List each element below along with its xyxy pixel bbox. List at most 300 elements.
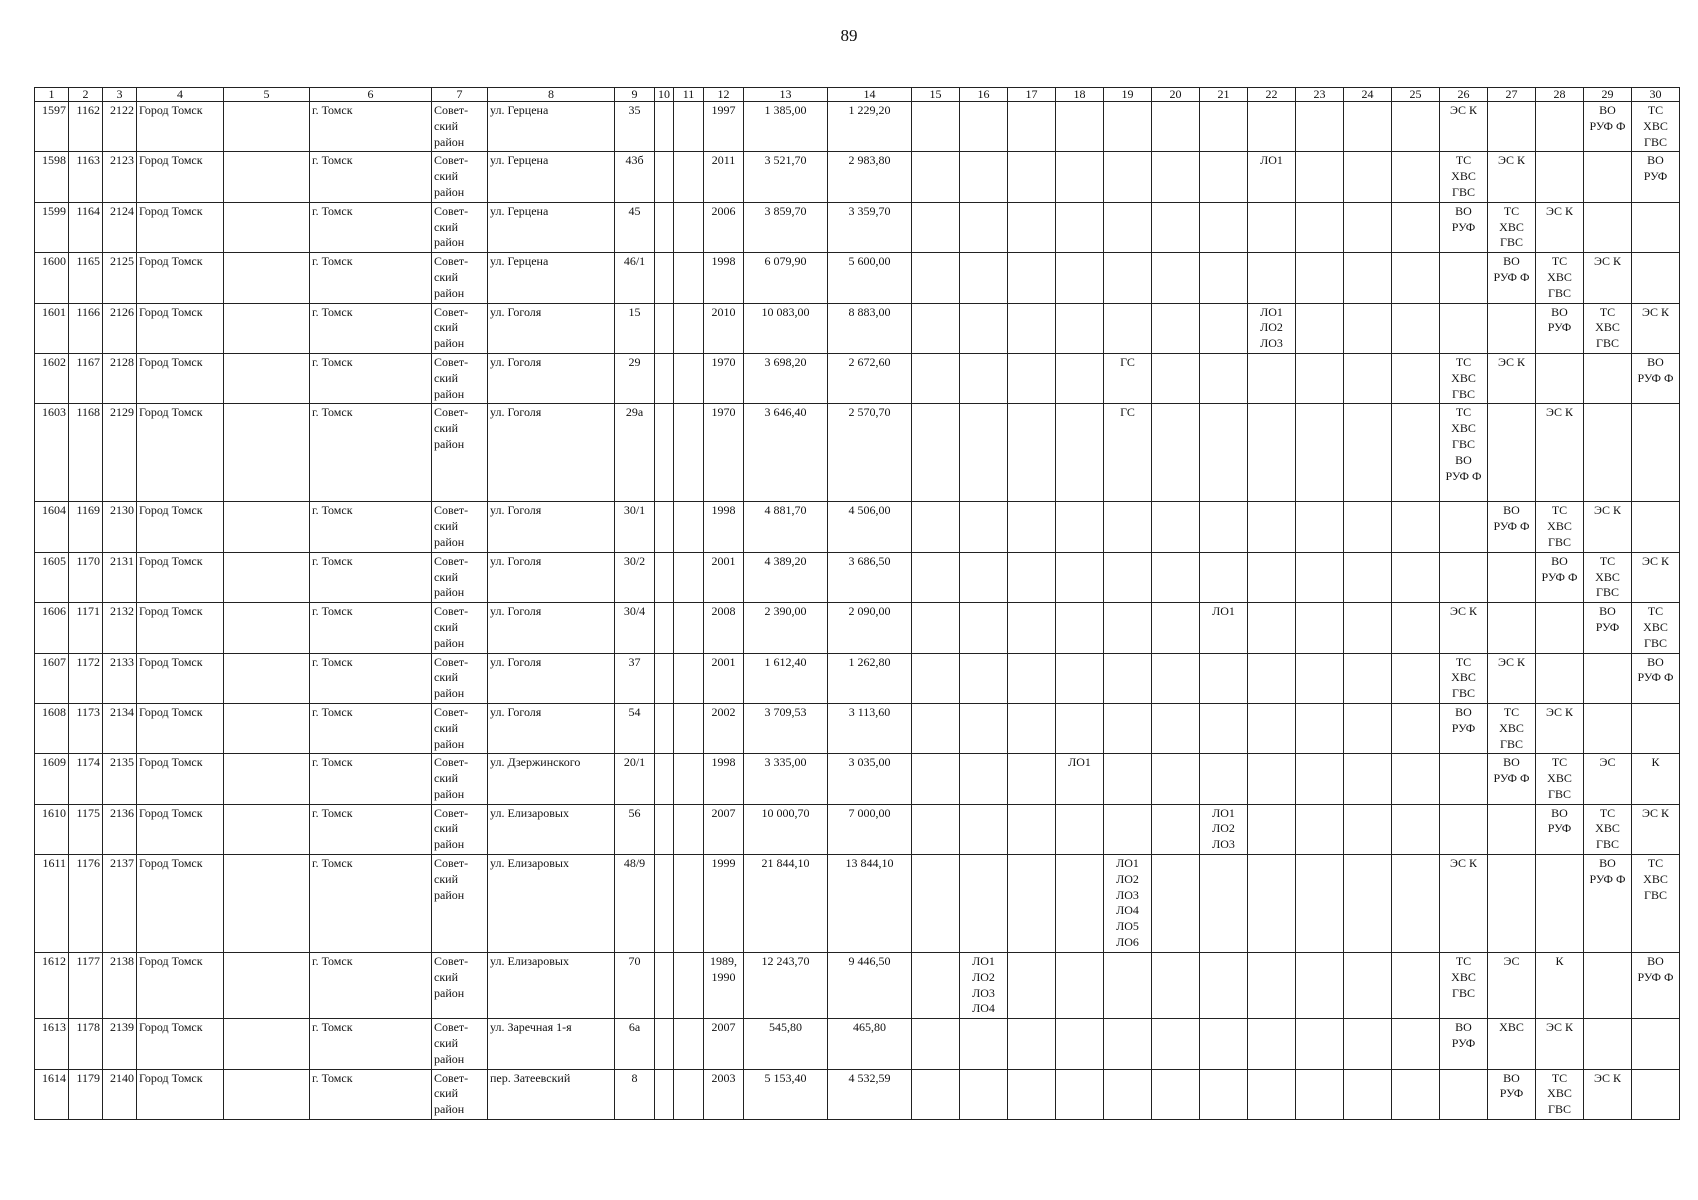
cell-col-22 bbox=[1248, 202, 1296, 252]
cell-col-21 bbox=[1200, 202, 1248, 252]
cell-street: ул. Елизаровых bbox=[488, 953, 615, 1019]
cell-col-28: ТС ХВС ГВС bbox=[1536, 754, 1584, 804]
column-header-22: 22 bbox=[1248, 88, 1296, 102]
cell-col-20 bbox=[1152, 653, 1200, 703]
cell-index-number: 1171 bbox=[69, 603, 103, 653]
cell-col-21 bbox=[1200, 1019, 1248, 1069]
cell-col-28 bbox=[1536, 855, 1584, 953]
cell-total-area: 5 153,40 bbox=[744, 1069, 828, 1119]
cell-living-area: 2 090,00 bbox=[828, 603, 912, 653]
cell-col-28 bbox=[1536, 152, 1584, 202]
cell-object-code: 2123 bbox=[103, 152, 137, 202]
cell-object-code: 2129 bbox=[103, 404, 137, 502]
cell-street: ул. Елизаровых bbox=[488, 855, 615, 953]
cell-settlement-type bbox=[224, 253, 310, 303]
cell-registry-number: 1602 bbox=[35, 353, 69, 403]
cell-municipality: Город Томск bbox=[137, 253, 224, 303]
cell-district: Совет- ский район bbox=[432, 102, 488, 152]
cell-col-18 bbox=[1056, 102, 1104, 152]
cell-col-27: ЭС К bbox=[1488, 152, 1536, 202]
cell-col-22 bbox=[1248, 1069, 1296, 1119]
column-header-13: 13 bbox=[744, 88, 828, 102]
cell-col-27: ВО РУФ Ф bbox=[1488, 253, 1536, 303]
cell-col-16 bbox=[960, 253, 1008, 303]
cell-total-area: 3 335,00 bbox=[744, 754, 828, 804]
cell-col-28: ВО РУФ Ф bbox=[1536, 552, 1584, 602]
cell-col-23 bbox=[1296, 703, 1344, 753]
cell-registry-number: 1608 bbox=[35, 703, 69, 753]
cell-col-11 bbox=[674, 502, 704, 552]
cell-col-19 bbox=[1104, 303, 1152, 353]
cell-registry-number: 1600 bbox=[35, 253, 69, 303]
cell-street: пер. Затеевский bbox=[488, 1069, 615, 1119]
cell-col-10 bbox=[655, 754, 674, 804]
cell-municipality: Город Томск bbox=[137, 855, 224, 953]
cell-col-22 bbox=[1248, 1019, 1296, 1069]
column-header-12: 12 bbox=[704, 88, 744, 102]
cell-object-code: 2139 bbox=[103, 1019, 137, 1069]
cell-col-26: ТС ХВС ГВС bbox=[1440, 653, 1488, 703]
cell-total-area: 3 709,53 bbox=[744, 703, 828, 753]
cell-total-area: 12 243,70 bbox=[744, 953, 828, 1019]
cell-house-number: 30/2 bbox=[615, 552, 655, 602]
cell-col-29 bbox=[1584, 404, 1632, 502]
column-number-header-row bbox=[35, 88, 1680, 102]
cell-col-21 bbox=[1200, 953, 1248, 1019]
cell-settlement-type bbox=[224, 552, 310, 602]
cell-col-29 bbox=[1584, 202, 1632, 252]
cell-col-28: ТС ХВС ГВС bbox=[1536, 253, 1584, 303]
cell-col-25 bbox=[1392, 253, 1440, 303]
cell-house-number: 29 bbox=[615, 353, 655, 403]
cell-col-28: ТС ХВС ГВС bbox=[1536, 1069, 1584, 1119]
cell-col-29: ЭС bbox=[1584, 754, 1632, 804]
cell-street: ул. Гоголя bbox=[488, 552, 615, 602]
cell-col-19 bbox=[1104, 754, 1152, 804]
cell-street: ул. Гоголя bbox=[488, 603, 615, 653]
table-row bbox=[35, 152, 1680, 202]
cell-col-15 bbox=[912, 353, 960, 403]
cell-col-16 bbox=[960, 1069, 1008, 1119]
cell-col-27: ВО РУФ Ф bbox=[1488, 502, 1536, 552]
cell-col-23 bbox=[1296, 855, 1344, 953]
cell-col-17 bbox=[1008, 202, 1056, 252]
cell-col-11 bbox=[674, 102, 704, 152]
cell-col-21 bbox=[1200, 754, 1248, 804]
cell-col-18 bbox=[1056, 1069, 1104, 1119]
cell-col-10 bbox=[655, 603, 674, 653]
cell-settlement: г. Томск bbox=[310, 804, 432, 854]
cell-col-25 bbox=[1392, 404, 1440, 502]
cell-col-22 bbox=[1248, 502, 1296, 552]
cell-col-24 bbox=[1344, 502, 1392, 552]
cell-col-20 bbox=[1152, 1069, 1200, 1119]
cell-municipality: Город Томск bbox=[137, 152, 224, 202]
cell-col-30 bbox=[1632, 253, 1680, 303]
cell-col-22: ЛО1 ЛО2 ЛО3 bbox=[1248, 303, 1296, 353]
cell-col-20 bbox=[1152, 1019, 1200, 1069]
cell-total-area: 4 881,70 bbox=[744, 502, 828, 552]
cell-col-30 bbox=[1632, 1069, 1680, 1119]
cell-col-30 bbox=[1632, 404, 1680, 502]
cell-col-24 bbox=[1344, 303, 1392, 353]
cell-col-24 bbox=[1344, 653, 1392, 703]
cell-settlement: г. Томск bbox=[310, 653, 432, 703]
cell-object-code: 2132 bbox=[103, 603, 137, 653]
cell-col-15 bbox=[912, 855, 960, 953]
table-row bbox=[35, 353, 1680, 403]
cell-col-25 bbox=[1392, 953, 1440, 1019]
cell-total-area: 21 844,10 bbox=[744, 855, 828, 953]
cell-col-26 bbox=[1440, 552, 1488, 602]
cell-col-11 bbox=[674, 1069, 704, 1119]
cell-col-15 bbox=[912, 502, 960, 552]
cell-col-26: ВО РУФ bbox=[1440, 1019, 1488, 1069]
cell-col-19: ГС bbox=[1104, 404, 1152, 502]
cell-col-11 bbox=[674, 1019, 704, 1069]
cell-col-24 bbox=[1344, 1019, 1392, 1069]
cell-living-area: 5 600,00 bbox=[828, 253, 912, 303]
cell-total-area: 3 698,20 bbox=[744, 353, 828, 403]
cell-index-number: 1176 bbox=[69, 855, 103, 953]
cell-settlement-type bbox=[224, 754, 310, 804]
cell-col-26: ЭС К bbox=[1440, 603, 1488, 653]
cell-col-25 bbox=[1392, 202, 1440, 252]
cell-col-10 bbox=[655, 353, 674, 403]
cell-col-10 bbox=[655, 703, 674, 753]
cell-municipality: Город Томск bbox=[137, 353, 224, 403]
cell-col-24 bbox=[1344, 855, 1392, 953]
cell-index-number: 1178 bbox=[69, 1019, 103, 1069]
cell-col-23 bbox=[1296, 102, 1344, 152]
cell-col-18 bbox=[1056, 953, 1104, 1019]
cell-living-area: 2 672,60 bbox=[828, 353, 912, 403]
cell-house-number: 43б bbox=[615, 152, 655, 202]
cell-index-number: 1177 bbox=[69, 953, 103, 1019]
cell-col-22 bbox=[1248, 953, 1296, 1019]
cell-col-10 bbox=[655, 502, 674, 552]
cell-col-19 bbox=[1104, 1019, 1152, 1069]
cell-living-area: 2 570,70 bbox=[828, 404, 912, 502]
column-header-16: 16 bbox=[960, 88, 1008, 102]
cell-col-24 bbox=[1344, 552, 1392, 602]
cell-col-18 bbox=[1056, 253, 1104, 303]
column-header-21: 21 bbox=[1200, 88, 1248, 102]
cell-col-24 bbox=[1344, 353, 1392, 403]
cell-total-area: 2 390,00 bbox=[744, 603, 828, 653]
cell-col-26: ВО РУФ bbox=[1440, 703, 1488, 753]
cell-col-20 bbox=[1152, 202, 1200, 252]
cell-build-year: 1998 bbox=[704, 502, 744, 552]
cell-object-code: 2130 bbox=[103, 502, 137, 552]
cell-house-number: 54 bbox=[615, 703, 655, 753]
cell-street: ул. Гоголя bbox=[488, 353, 615, 403]
cell-col-18 bbox=[1056, 855, 1104, 953]
cell-col-24 bbox=[1344, 703, 1392, 753]
cell-col-21 bbox=[1200, 102, 1248, 152]
cell-col-10 bbox=[655, 404, 674, 502]
table-row bbox=[35, 653, 1680, 703]
column-header-8: 8 bbox=[488, 88, 615, 102]
cell-settlement-type bbox=[224, 353, 310, 403]
cell-object-code: 2138 bbox=[103, 953, 137, 1019]
table-row bbox=[35, 552, 1680, 602]
cell-living-area: 2 983,80 bbox=[828, 152, 912, 202]
cell-col-18 bbox=[1056, 653, 1104, 703]
cell-col-20 bbox=[1152, 353, 1200, 403]
cell-settlement-type bbox=[224, 653, 310, 703]
cell-col-21 bbox=[1200, 502, 1248, 552]
cell-municipality: Город Томск bbox=[137, 804, 224, 854]
cell-living-area: 3 359,70 bbox=[828, 202, 912, 252]
cell-municipality: Город Томск bbox=[137, 1019, 224, 1069]
cell-col-16: ЛО1 ЛО2 ЛО3 ЛО4 bbox=[960, 953, 1008, 1019]
cell-district: Совет- ский район bbox=[432, 653, 488, 703]
cell-col-17 bbox=[1008, 653, 1056, 703]
table-row bbox=[35, 253, 1680, 303]
cell-registry-number: 1597 bbox=[35, 102, 69, 152]
cell-col-19 bbox=[1104, 953, 1152, 1019]
cell-settlement: г. Томск bbox=[310, 1019, 432, 1069]
cell-col-17 bbox=[1008, 603, 1056, 653]
cell-object-code: 2126 bbox=[103, 303, 137, 353]
cell-col-20 bbox=[1152, 703, 1200, 753]
cell-living-area: 3 113,60 bbox=[828, 703, 912, 753]
cell-col-29: ВО РУФ bbox=[1584, 603, 1632, 653]
cell-col-30: ТС ХВС ГВС bbox=[1632, 603, 1680, 653]
cell-col-10 bbox=[655, 253, 674, 303]
column-header-18: 18 bbox=[1056, 88, 1104, 102]
cell-col-28: ВО РУФ bbox=[1536, 804, 1584, 854]
cell-col-23 bbox=[1296, 502, 1344, 552]
cell-living-area: 1 262,80 bbox=[828, 653, 912, 703]
cell-municipality: Город Томск bbox=[137, 703, 224, 753]
cell-col-19 bbox=[1104, 552, 1152, 602]
column-header-1: 1 bbox=[35, 88, 69, 102]
column-header-9: 9 bbox=[615, 88, 655, 102]
cell-col-21 bbox=[1200, 703, 1248, 753]
cell-col-16 bbox=[960, 754, 1008, 804]
cell-registry-number: 1607 bbox=[35, 653, 69, 703]
table-row bbox=[35, 603, 1680, 653]
cell-settlement: г. Томск bbox=[310, 102, 432, 152]
cell-index-number: 1166 bbox=[69, 303, 103, 353]
cell-col-28: ВО РУФ bbox=[1536, 303, 1584, 353]
cell-house-number: 30/4 bbox=[615, 603, 655, 653]
cell-registry-number: 1614 bbox=[35, 1069, 69, 1119]
cell-col-27: ЭС bbox=[1488, 953, 1536, 1019]
cell-col-30 bbox=[1632, 1019, 1680, 1069]
cell-col-20 bbox=[1152, 953, 1200, 1019]
cell-col-28: ЭС К bbox=[1536, 703, 1584, 753]
table-row bbox=[35, 303, 1680, 353]
cell-registry-number: 1610 bbox=[35, 804, 69, 854]
cell-col-22 bbox=[1248, 404, 1296, 502]
cell-living-area: 3 035,00 bbox=[828, 754, 912, 804]
cell-street: ул. Герцена bbox=[488, 202, 615, 252]
cell-house-number: 70 bbox=[615, 953, 655, 1019]
cell-build-year: 1970 bbox=[704, 404, 744, 502]
cell-col-10 bbox=[655, 202, 674, 252]
cell-col-11 bbox=[674, 152, 704, 202]
cell-col-18 bbox=[1056, 703, 1104, 753]
housing-registry-table bbox=[34, 87, 1680, 1120]
cell-settlement: г. Томск bbox=[310, 603, 432, 653]
cell-object-code: 2133 bbox=[103, 653, 137, 703]
cell-col-20 bbox=[1152, 404, 1200, 502]
cell-col-23 bbox=[1296, 953, 1344, 1019]
cell-index-number: 1169 bbox=[69, 502, 103, 552]
cell-registry-number: 1609 bbox=[35, 754, 69, 804]
cell-street: ул. Гоголя bbox=[488, 404, 615, 502]
cell-col-30: ЭС К bbox=[1632, 804, 1680, 854]
cell-settlement: г. Томск bbox=[310, 303, 432, 353]
cell-col-17 bbox=[1008, 855, 1056, 953]
cell-col-19 bbox=[1104, 502, 1152, 552]
cell-col-24 bbox=[1344, 1069, 1392, 1119]
cell-col-19 bbox=[1104, 603, 1152, 653]
cell-col-25 bbox=[1392, 1019, 1440, 1069]
cell-col-16 bbox=[960, 502, 1008, 552]
cell-col-16 bbox=[960, 404, 1008, 502]
cell-total-area: 1 612,40 bbox=[744, 653, 828, 703]
cell-col-29: ТС ХВС ГВС bbox=[1584, 303, 1632, 353]
cell-col-25 bbox=[1392, 804, 1440, 854]
cell-col-15 bbox=[912, 253, 960, 303]
cell-settlement-type bbox=[224, 202, 310, 252]
cell-settlement: г. Томск bbox=[310, 502, 432, 552]
cell-col-20 bbox=[1152, 754, 1200, 804]
cell-col-11 bbox=[674, 703, 704, 753]
cell-col-15 bbox=[912, 1019, 960, 1069]
cell-col-25 bbox=[1392, 353, 1440, 403]
cell-total-area: 3 521,70 bbox=[744, 152, 828, 202]
cell-settlement: г. Томск bbox=[310, 552, 432, 602]
cell-house-number: 30/1 bbox=[615, 502, 655, 552]
cell-district: Совет- ский район bbox=[432, 855, 488, 953]
cell-house-number: 37 bbox=[615, 653, 655, 703]
table-row bbox=[35, 754, 1680, 804]
cell-col-27 bbox=[1488, 303, 1536, 353]
cell-col-18: ЛО1 bbox=[1056, 754, 1104, 804]
column-header-27: 27 bbox=[1488, 88, 1536, 102]
table-row bbox=[35, 953, 1680, 1019]
cell-index-number: 1172 bbox=[69, 653, 103, 703]
cell-col-17 bbox=[1008, 102, 1056, 152]
cell-col-25 bbox=[1392, 552, 1440, 602]
cell-col-11 bbox=[674, 603, 704, 653]
cell-index-number: 1179 bbox=[69, 1069, 103, 1119]
cell-col-27: ТС ХВС ГВС bbox=[1488, 703, 1536, 753]
cell-living-area: 13 844,10 bbox=[828, 855, 912, 953]
cell-col-30: ВО РУФ bbox=[1632, 152, 1680, 202]
cell-registry-number: 1612 bbox=[35, 953, 69, 1019]
cell-build-year: 1998 bbox=[704, 253, 744, 303]
cell-col-17 bbox=[1008, 404, 1056, 502]
cell-build-year: 2001 bbox=[704, 552, 744, 602]
cell-col-20 bbox=[1152, 552, 1200, 602]
cell-col-16 bbox=[960, 653, 1008, 703]
column-header-30: 30 bbox=[1632, 88, 1680, 102]
cell-col-16 bbox=[960, 855, 1008, 953]
column-header-4: 4 bbox=[137, 88, 224, 102]
cell-district: Совет- ский район bbox=[432, 152, 488, 202]
cell-col-25 bbox=[1392, 502, 1440, 552]
cell-registry-number: 1601 bbox=[35, 303, 69, 353]
column-header-2: 2 bbox=[69, 88, 103, 102]
cell-col-24 bbox=[1344, 102, 1392, 152]
cell-col-17 bbox=[1008, 552, 1056, 602]
cell-object-code: 2134 bbox=[103, 703, 137, 753]
cell-index-number: 1167 bbox=[69, 353, 103, 403]
column-header-15: 15 bbox=[912, 88, 960, 102]
cell-col-26: ТС ХВС ГВС bbox=[1440, 953, 1488, 1019]
cell-object-code: 2140 bbox=[103, 1069, 137, 1119]
cell-index-number: 1173 bbox=[69, 703, 103, 753]
cell-municipality: Город Томск bbox=[137, 404, 224, 502]
cell-col-28: ТС ХВС ГВС bbox=[1536, 502, 1584, 552]
cell-col-15 bbox=[912, 754, 960, 804]
cell-col-21 bbox=[1200, 855, 1248, 953]
cell-house-number: 6а bbox=[615, 1019, 655, 1069]
cell-col-15 bbox=[912, 653, 960, 703]
cell-build-year: 2010 bbox=[704, 303, 744, 353]
cell-col-23 bbox=[1296, 603, 1344, 653]
cell-col-19 bbox=[1104, 703, 1152, 753]
cell-municipality: Город Томск bbox=[137, 303, 224, 353]
cell-district: Совет- ский район bbox=[432, 603, 488, 653]
cell-col-11 bbox=[674, 303, 704, 353]
cell-district: Совет- ский район bbox=[432, 1019, 488, 1069]
cell-col-21 bbox=[1200, 152, 1248, 202]
column-header-29: 29 bbox=[1584, 88, 1632, 102]
cell-col-25 bbox=[1392, 303, 1440, 353]
cell-col-21 bbox=[1200, 253, 1248, 303]
cell-street: ул. Елизаровых bbox=[488, 804, 615, 854]
cell-col-19 bbox=[1104, 253, 1152, 303]
cell-col-29: ЭС К bbox=[1584, 253, 1632, 303]
cell-col-26: ЭС К bbox=[1440, 855, 1488, 953]
cell-district: Совет- ский район bbox=[432, 202, 488, 252]
cell-col-29 bbox=[1584, 353, 1632, 403]
cell-district: Совет- ский район bbox=[432, 253, 488, 303]
cell-col-20 bbox=[1152, 102, 1200, 152]
cell-col-23 bbox=[1296, 804, 1344, 854]
cell-col-24 bbox=[1344, 953, 1392, 1019]
column-header-17: 17 bbox=[1008, 88, 1056, 102]
cell-col-17 bbox=[1008, 353, 1056, 403]
cell-col-19 bbox=[1104, 804, 1152, 854]
cell-col-29 bbox=[1584, 703, 1632, 753]
cell-col-17 bbox=[1008, 953, 1056, 1019]
cell-col-18 bbox=[1056, 804, 1104, 854]
cell-settlement: г. Томск bbox=[310, 1069, 432, 1119]
cell-object-code: 2136 bbox=[103, 804, 137, 854]
cell-col-26 bbox=[1440, 303, 1488, 353]
cell-col-27 bbox=[1488, 552, 1536, 602]
cell-total-area: 4 389,20 bbox=[744, 552, 828, 602]
cell-settlement: г. Томск bbox=[310, 855, 432, 953]
cell-settlement-type bbox=[224, 603, 310, 653]
cell-col-10 bbox=[655, 804, 674, 854]
column-header-25: 25 bbox=[1392, 88, 1440, 102]
cell-col-23 bbox=[1296, 202, 1344, 252]
cell-col-11 bbox=[674, 855, 704, 953]
cell-col-30: ВО РУФ Ф bbox=[1632, 953, 1680, 1019]
cell-col-24 bbox=[1344, 253, 1392, 303]
cell-col-22 bbox=[1248, 703, 1296, 753]
cell-settlement: г. Томск bbox=[310, 754, 432, 804]
